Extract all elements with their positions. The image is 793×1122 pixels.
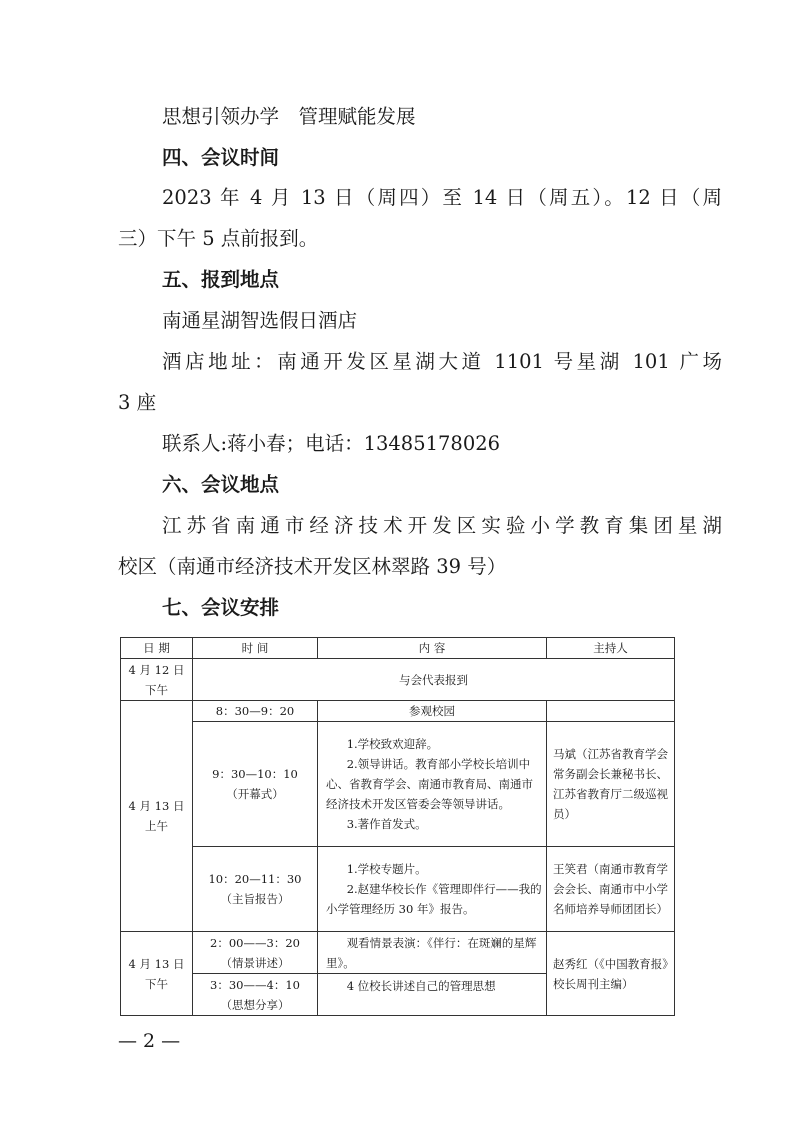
venue-line-1: 江苏省南通市经济技术开发区实验小学教育集团星湖 [162, 514, 722, 537]
time-range: 10：20—11：30 [208, 872, 302, 886]
host-cell: 王笑君（南通市教育学会会长、南通市中小学名师培养导师团团长） [547, 847, 675, 932]
table-row [121, 659, 675, 701]
content-item: 4 位校长讲述自己的管理思想 [346, 979, 496, 993]
time-cell [193, 932, 318, 974]
time-range: 3：30——4：10 [210, 977, 300, 992]
content-item: 1.学校致欢迎辞。 [346, 737, 439, 751]
host-cell: 赵秀红（《中国教育报》校长周刊主编） [547, 932, 675, 1016]
content-item: 观看情景表演：《伴行：在斑斓的星辉里》。 [326, 935, 537, 970]
date-cell: 4 月 13 日上午 [121, 701, 193, 932]
session-label: （开幕式） [226, 787, 284, 801]
address-line-1: 酒店地址：南通开发区星湖大道 1101 号星湖 101 广场 [162, 350, 722, 373]
section-heading-registration: 五、报到地点 [162, 268, 280, 291]
schedule-table [120, 637, 675, 1016]
contact-line: 联系人:蒋小春；电话：13485178026 [162, 432, 501, 455]
date-cell: 4 月 13 日下午 [121, 932, 193, 1016]
venue-line-2: 校区（南通市经济技术开发区林翠路 39 号） [118, 555, 507, 578]
content-item: 1.学校专题片。 [346, 862, 427, 876]
date-cell: 4 月 12 日下午 [121, 659, 193, 701]
page-number: — 2 — [118, 1030, 181, 1052]
content-item: 3.著作首发式。 [346, 817, 427, 831]
header-content: 内 容 [318, 638, 547, 659]
host-cell [547, 701, 675, 722]
table-row [121, 701, 675, 722]
content-cell [318, 932, 547, 974]
table-row [121, 932, 675, 974]
session-label: （思想分享） [220, 997, 290, 1012]
session-label: （情景讲述） [220, 955, 290, 970]
session-label: （主旨报告） [220, 892, 290, 906]
header-time: 时 间 [193, 638, 318, 659]
section-heading-venue: 六、会议地点 [162, 473, 280, 496]
content-cell [318, 847, 547, 932]
time-line-2: 三）下午 5 点前报到。 [118, 227, 319, 250]
content-item: 2.领导讲话。教育部小学校长培训中心、省教育学会、南通市教育局、南通市经济技术开发区管委会等领导讲话。 [326, 757, 533, 811]
table-row [121, 847, 675, 932]
hotel-name: 南通星湖智选假日酒店 [162, 309, 358, 332]
time-cell [193, 722, 318, 847]
header-date: 日 期 [121, 638, 193, 659]
section-heading-schedule: 七、会议安排 [162, 596, 280, 619]
section-heading-time: 四、会议时间 [162, 146, 280, 169]
content-cell: 与会代表报到 [193, 659, 675, 701]
time-cell [193, 847, 318, 932]
header-host: 主持人 [547, 638, 675, 659]
content-item: 2.赵建华校长作《管理即伴行——我的小学管理经历 30 年》报告。 [326, 882, 542, 916]
content-cell [318, 974, 547, 1016]
time-range: 9：30—10：10 [212, 767, 298, 781]
content-cell [318, 722, 547, 847]
theme-line: 思想引领办学 管理赋能发展 [162, 105, 416, 128]
host-cell: 马斌（江苏省教育学会常务副会长兼秘书长、江苏省教育厅二级巡视员） [547, 722, 675, 847]
address-line-2: 3 座 [118, 391, 157, 414]
time-line-1: 2023 年 4 月 13 日（周四）至 14 日（周五）。12 日（周 [162, 186, 722, 209]
table-header-row [121, 638, 675, 659]
time-range: 2：00——3：20 [210, 935, 300, 950]
table-row [121, 722, 675, 847]
content-cell: 参观校园 [318, 701, 547, 722]
time-cell [193, 974, 318, 1016]
time-cell: 8：30—9：20 [193, 701, 318, 722]
